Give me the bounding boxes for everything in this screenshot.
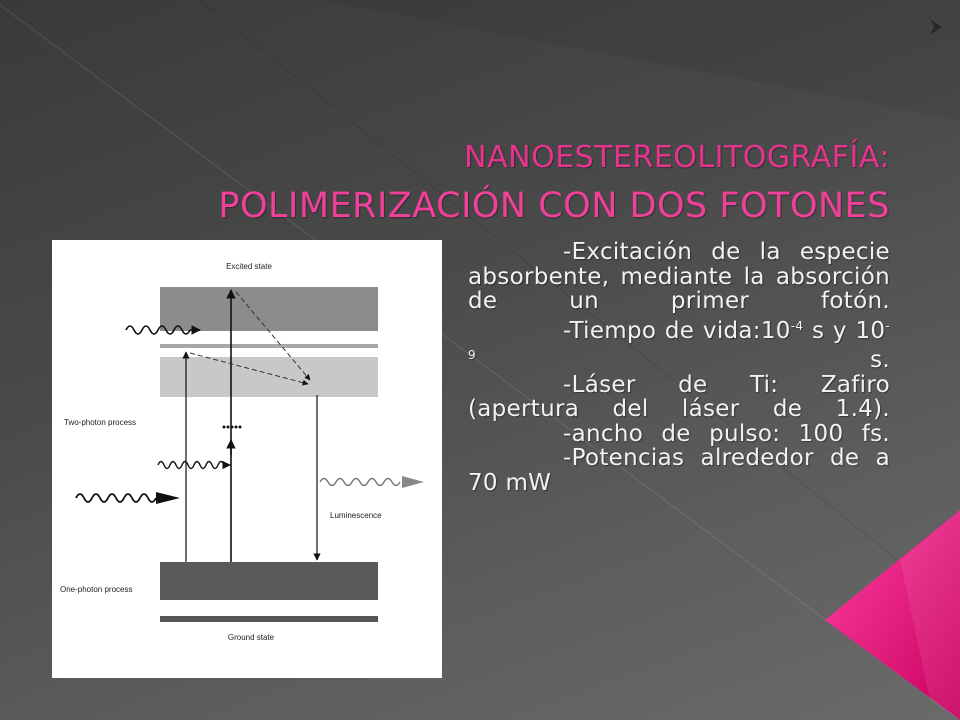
slide-title-line2: POLIMERIZACIÓN CON DOS FOTONES bbox=[218, 186, 890, 226]
excited-band-lower bbox=[160, 357, 378, 397]
photon-wave-middle bbox=[158, 462, 224, 469]
bullet-excitation: -Excitación de la especie absorbente, mediante la absorción de un primer fotón. bbox=[468, 239, 890, 314]
bullet-laser: -Láser de Ti: Zafiro (apertura del láser de 1.4). bbox=[468, 371, 890, 422]
ground-band bbox=[160, 562, 378, 600]
excited-state-label: Excited state bbox=[226, 262, 272, 271]
slide-title-line1: NANOESTEREOLITOGRAFÍA: bbox=[464, 140, 890, 175]
bullet-pulse-width: -ancho de pulso: 100 fs. bbox=[563, 420, 890, 447]
virtual-state-dots bbox=[223, 426, 242, 429]
one-photon-process-label: One-photon process bbox=[60, 585, 133, 594]
luminescence-label: Luminescence bbox=[330, 511, 382, 520]
bullet-lifetime: -Tiempo de $vida:10^{-4}$ s y $10^{-9}$ s. bbox=[468, 317, 890, 373]
two-photon-process-label: Two-photon process bbox=[64, 418, 137, 427]
ground-thin-level bbox=[160, 616, 378, 622]
excited-band-upper bbox=[160, 287, 378, 331]
body-text bbox=[468, 240, 890, 495]
ground-state-label: Ground state bbox=[227, 633, 275, 642]
chevron-right-icon[interactable] bbox=[928, 18, 944, 36]
bullet-power: -Potencias alrededor de a 70 mW bbox=[468, 445, 890, 496]
photon-wave-incident bbox=[76, 494, 156, 502]
excited-thin-level bbox=[160, 344, 378, 348]
photon-wave-emitted bbox=[320, 479, 400, 486]
energy-level-diagram bbox=[52, 240, 442, 678]
